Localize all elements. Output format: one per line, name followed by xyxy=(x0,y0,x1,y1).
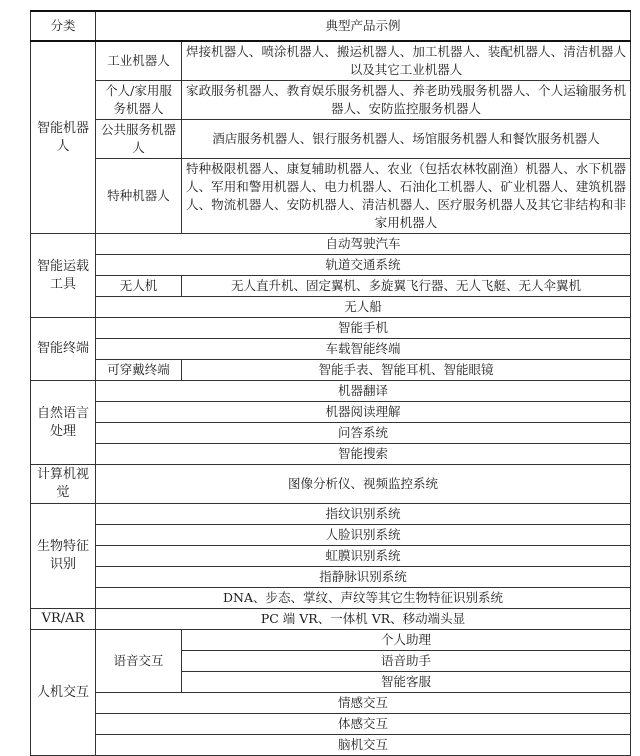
examples-personal-robot: 家政服务机器人、教育娱乐服务机器人、养老助残服务机器人、个人运输服务机器人、安防监控服务机器人 xyxy=(182,81,631,120)
item-machine-translation: 机器翻译 xyxy=(96,381,631,402)
item-smart-service: 智能客服 xyxy=(182,672,631,693)
table-row xyxy=(31,255,631,276)
table-row xyxy=(31,504,631,525)
item-car-terminal: 车载智能终端 xyxy=(96,339,631,360)
item-other-biometric: DNA、步态、掌纹、声纹等其它生物特征识别系统 xyxy=(96,588,631,609)
item-rail-transit: 轨道交通系统 xyxy=(96,255,631,276)
item-finger-vein: 指静脉识别系统 xyxy=(96,567,631,588)
table-row xyxy=(31,525,631,546)
item-machine-reading: 机器阅读理解 xyxy=(96,402,631,423)
examples-cv: 图像分析仪、视频监控系统 xyxy=(96,465,631,504)
item-smartphone: 智能手机 xyxy=(96,318,631,339)
subcategory-industrial-robot: 工业机器人 xyxy=(96,41,182,81)
category-hci: 人机交互 xyxy=(31,630,96,756)
table-row xyxy=(31,609,631,630)
subcategory-wearable: 可穿戴终端 xyxy=(96,360,182,381)
table-row xyxy=(31,81,631,120)
item-motion-interaction: 体感交互 xyxy=(96,714,631,735)
table-row xyxy=(31,159,631,234)
table-row xyxy=(31,693,631,714)
category-vrar: VR/AR xyxy=(31,609,96,630)
table-row xyxy=(31,360,631,381)
item-unmanned-ship: 无人船 xyxy=(96,297,631,318)
table-row xyxy=(31,297,631,318)
table-row xyxy=(31,630,631,651)
subcategory-voice: 语音交互 xyxy=(96,630,182,693)
header-examples: 典型产品示例 xyxy=(96,11,631,41)
examples-uav: 无人直升机、固定翼机、多旋翼飞行器、无人飞艇、无人伞翼机 xyxy=(182,276,631,297)
item-smart-search: 智能搜索 xyxy=(96,444,631,465)
table-row xyxy=(31,318,631,339)
product-category-table xyxy=(30,10,631,756)
category-biometric: 生物特征识别 xyxy=(31,504,96,609)
table-row xyxy=(31,276,631,297)
subcategory-uav: 无人机 xyxy=(96,276,182,297)
examples-wearable: 智能手表、智能耳机、智能眼镜 xyxy=(182,360,631,381)
table-row xyxy=(31,423,631,444)
item-personal-assistant: 个人助理 xyxy=(182,630,631,651)
subcategory-public-robot: 公共服务机器人 xyxy=(96,120,182,159)
table-row xyxy=(31,339,631,360)
examples-vrar: PC 端 VR、一体机 VR、移动端头显 xyxy=(96,609,631,630)
category-cv: 计算机视觉 xyxy=(31,465,96,504)
table-header-row xyxy=(31,11,631,41)
item-qa-system: 问答系统 xyxy=(96,423,631,444)
table-row xyxy=(31,465,631,504)
category-terminal: 智能终端 xyxy=(31,318,96,381)
examples-special-robot: 特种极限机器人、康复辅助机器人、农业（包括农林牧副渔）机器人、水下机器人、军用和警用机器人、电力机器人、石油化工机器人、矿业机器人、建筑机器人、物流机器人、安防机器人、清洁机器人、医疗服务机器人及其它非结构和非家用机器人 xyxy=(182,159,631,234)
table-row xyxy=(31,402,631,423)
item-iris: 虹膜识别系统 xyxy=(96,546,631,567)
table-row xyxy=(31,381,631,402)
item-face: 人脸识别系统 xyxy=(96,525,631,546)
item-autonomous-car: 自动驾驶汽车 xyxy=(96,234,631,255)
table-row xyxy=(31,120,631,159)
table-row xyxy=(31,546,631,567)
subcategory-personal-robot: 个人/家用服务机器人 xyxy=(96,81,182,120)
item-voice-assistant: 语音助手 xyxy=(182,651,631,672)
table-row xyxy=(31,588,631,609)
table-row xyxy=(31,444,631,465)
item-emotion-interaction: 情感交互 xyxy=(96,693,631,714)
examples-public-robot: 酒店服务机器人、银行服务机器人、场馆服务机器人和餐饮服务机器人 xyxy=(182,120,631,159)
table-row xyxy=(31,41,631,81)
item-fingerprint: 指纹识别系统 xyxy=(96,504,631,525)
subcategory-special-robot: 特种机器人 xyxy=(96,159,182,234)
category-intelligent-robot: 智能机器人 xyxy=(31,41,96,234)
category-vehicle: 智能运载工具 xyxy=(31,234,96,318)
item-brain-interaction: 脑机交互 xyxy=(96,735,631,756)
category-nlp: 自然语言处理 xyxy=(31,381,96,465)
table-row xyxy=(31,234,631,255)
table-row xyxy=(31,735,631,756)
examples-industrial-robot: 焊接机器人、喷涂机器人、搬运机器人、加工机器人、装配机器人、清洁机器人以及其它工业机器人 xyxy=(182,41,631,81)
table-row xyxy=(31,714,631,735)
header-category: 分类 xyxy=(31,11,96,41)
table-row xyxy=(31,567,631,588)
